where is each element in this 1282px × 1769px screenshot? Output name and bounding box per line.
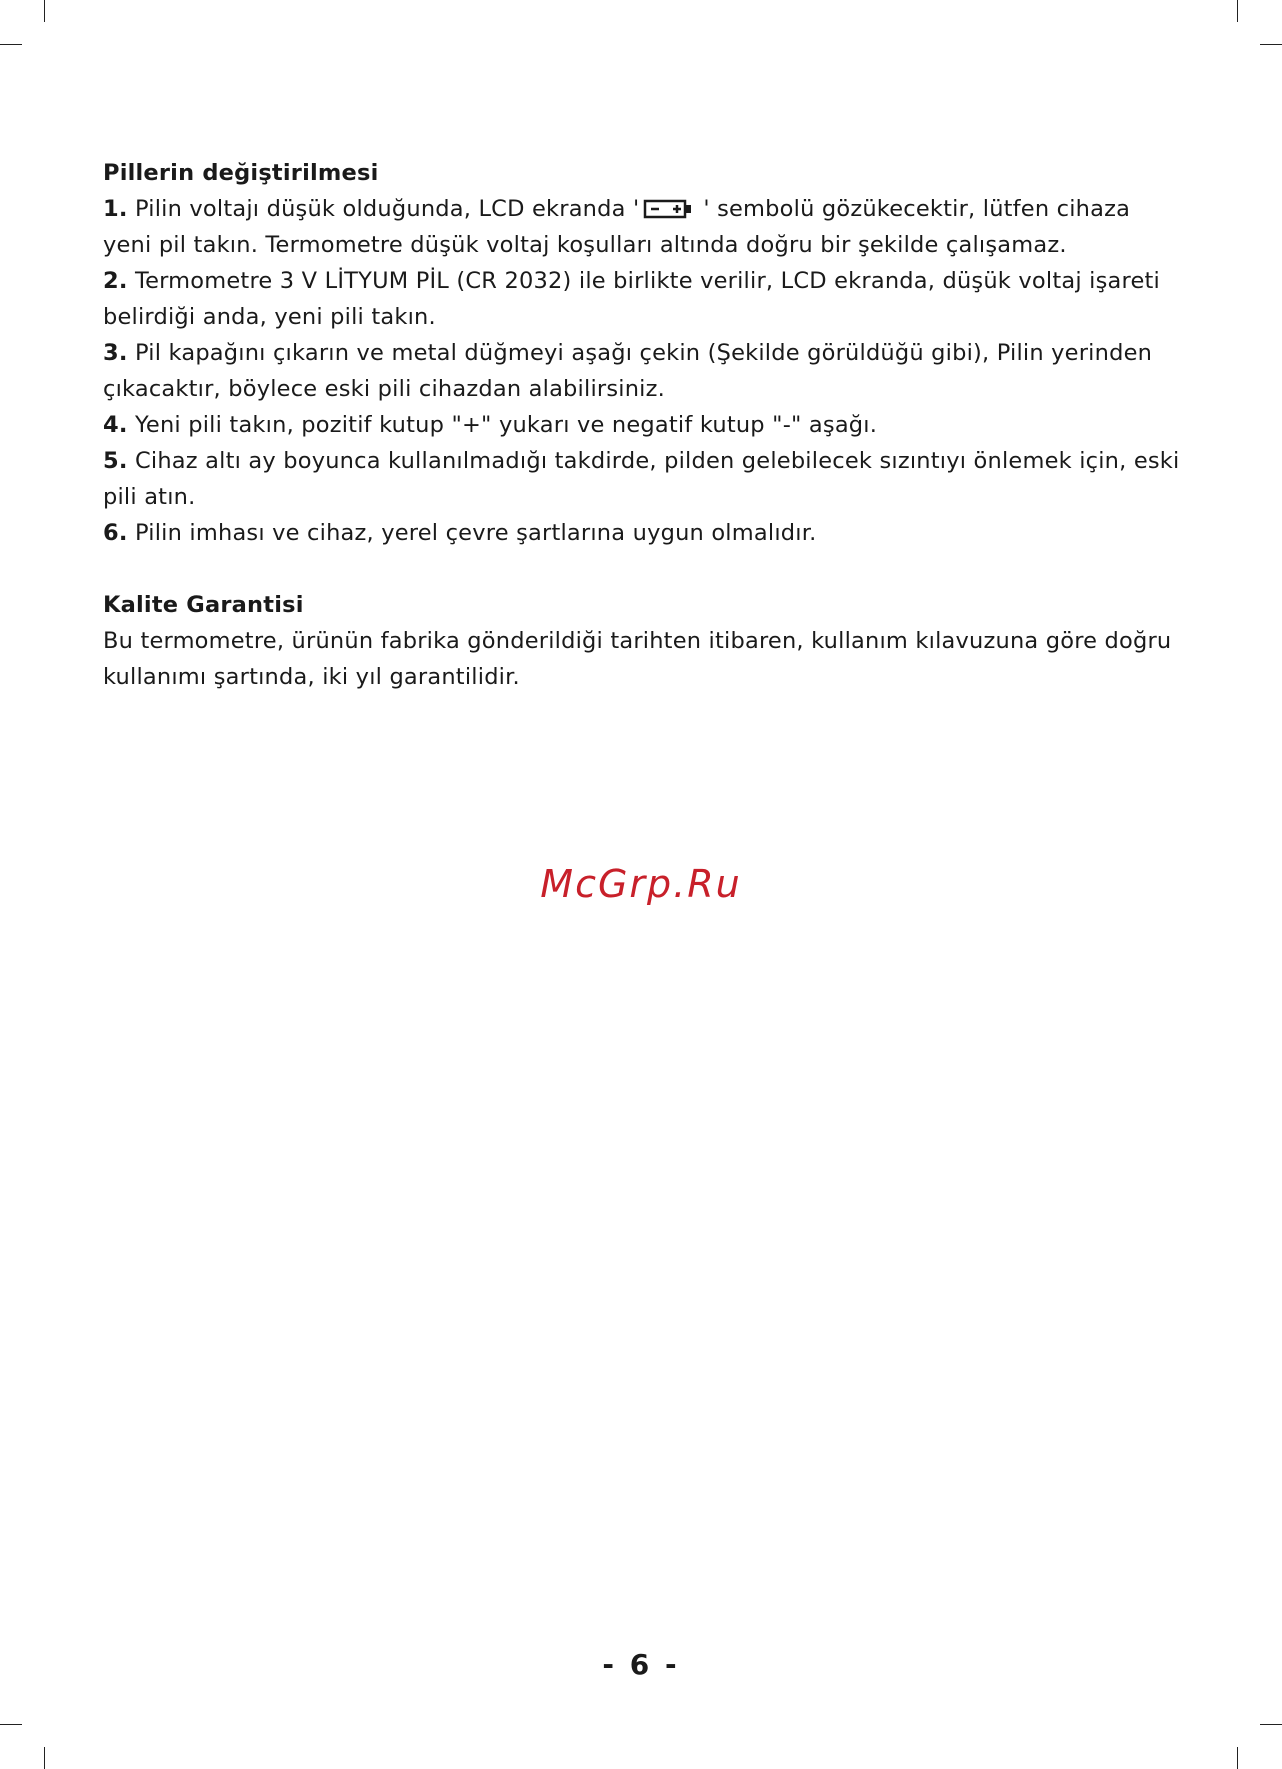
list-item <box>103 335 1183 407</box>
item-number: 5. <box>103 448 128 474</box>
item-text: Pil kapağını çıkarın ve metal düğmeyi aşağı çekin (Şekilde görüldüğü gibi), Pilin yerinden çıkacaktır, böylece eski pili cihazdan alabilirsiniz. <box>103 340 1153 402</box>
item-text: Termometre 3 V LİTYUM PİL (CR 2032) ile birlikte verilir, LCD ekranda, düşük voltaj işareti belirdiği anda, yeni pili takın. <box>103 268 1160 330</box>
list-item <box>103 515 1183 551</box>
section-heading-battery: Pillerin değiştirilmesi <box>103 160 379 186</box>
crop-mark <box>1260 44 1282 45</box>
item-number: 4. <box>103 412 128 438</box>
page-number: - 6 - <box>602 1648 680 1681</box>
crop-mark <box>0 1724 22 1725</box>
list-item <box>103 443 1183 515</box>
item-number: 3. <box>103 340 128 366</box>
watermark: McGrp.Ru <box>540 862 742 906</box>
item-number: 2. <box>103 268 128 294</box>
item-text: Pilin imhası ve cihaz, yerel çevre şartlarına uygun olmalıdır. <box>134 520 817 546</box>
document-body <box>103 155 1183 695</box>
item-text: Yeni pili takın, pozitif kutup "+" yukarı ve negatif kutup "-" aşağı. <box>134 412 878 438</box>
list-item <box>103 191 1183 263</box>
list-item <box>103 407 1183 443</box>
item-text: Cihaz altı ay boyunca kullanılmadığı takdirde, pilden gelebilecek sızıntıyı önlemek için, eski pili atın. <box>103 448 1180 510</box>
section-spacer <box>103 551 1183 587</box>
section-heading-warranty: Kalite Garantisi <box>103 592 304 618</box>
warranty-text: Bu termometre, ürünün fabrika gönderildiği tarihten itibaren, kullanım kılavuzuna göre doğru kullanımı şartında, iki yıl garantilidir. <box>103 628 1172 690</box>
crop-mark <box>1260 1724 1282 1725</box>
item-text: Pilin voltajı düşük olduğunda, LCD ekranda ' <box>134 196 640 222</box>
crop-mark <box>1237 1747 1238 1769</box>
item-number: 6. <box>103 520 128 546</box>
crop-mark <box>1237 0 1238 22</box>
crop-mark <box>44 1747 45 1769</box>
low-battery-icon <box>643 199 699 219</box>
list-item <box>103 263 1183 335</box>
crop-mark <box>0 44 22 45</box>
crop-mark <box>44 0 45 22</box>
item-text: ' sembolü gözükecektir, lütfen cihaza yeni pil takın. Termometre düşük voltaj koşulları altında doğru bir şekilde çalışamaz. <box>103 196 1131 258</box>
item-number: 1. <box>103 196 128 222</box>
